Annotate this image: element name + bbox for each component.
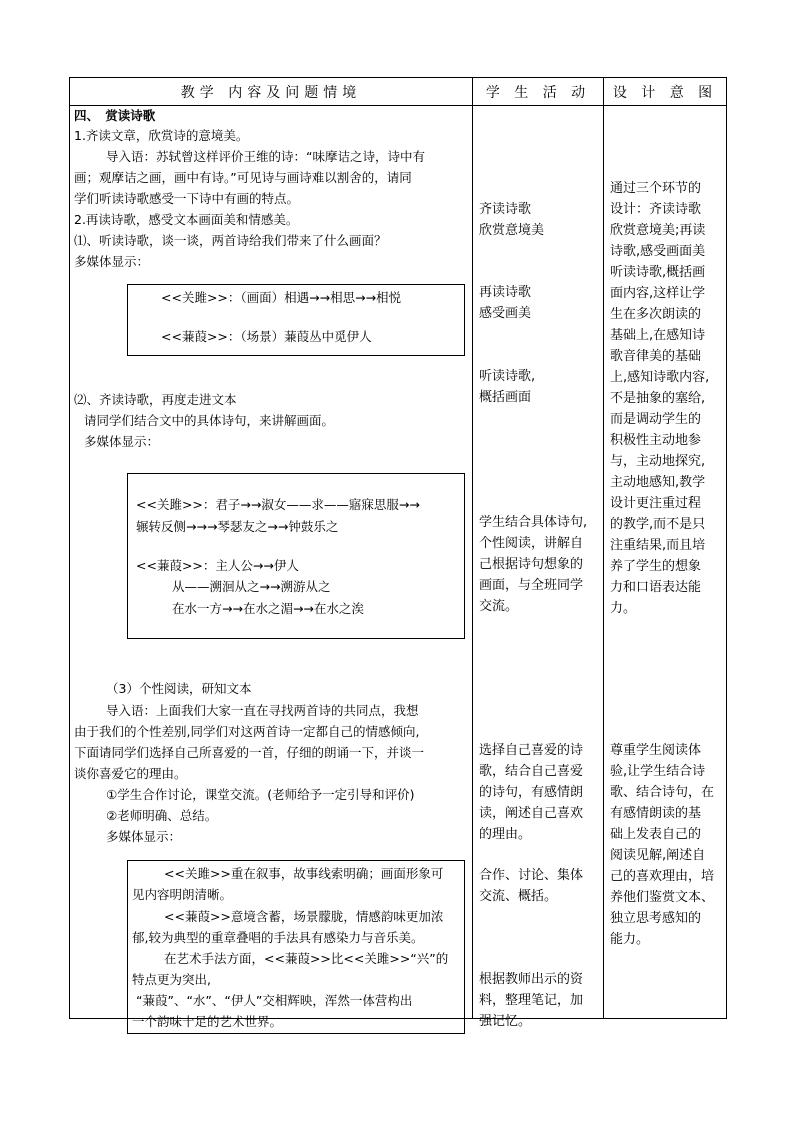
s2-question-1: ⑴、听读诗歌，谈一谈，两首诗给我们带来了什么画面？ <box>74 233 387 248</box>
activity-7-line-2: 料，整理笔记，加 <box>479 993 584 1008</box>
box3-line-3: <<蒹葭>>意境含蓄，场景朦胧，情感韵味更加浓 <box>164 909 444 924</box>
intent-2-line-5: 础上发表自己的 <box>610 827 702 842</box>
header-activity: 学 生 活 动 <box>473 78 604 106</box>
s3-title: （3）个性阅读，研知文本 <box>106 681 252 696</box>
activity-2-line-1: 再读诗歌 <box>479 285 532 300</box>
box2-line-2: 辗转反侧→→→琴瑟友之→→钟鼓乐之 <box>136 519 339 534</box>
activity-3-line-2: 概括画面 <box>479 390 532 405</box>
s2-multimedia-2: 多媒体显示： <box>84 434 160 449</box>
s3-step-1: ①学生合作讨论，课堂交流。(老师给予一定引导和评价) <box>106 787 415 802</box>
activity-4-line-5: 交流。 <box>479 599 519 614</box>
lesson-plan-table <box>69 77 727 1029</box>
activity-7-line-3: 强记忆。 <box>479 1014 532 1029</box>
s3-intro-2: 由于我们的个性差别,同学们对这两首诗一定都自己的情感倾向, <box>74 724 420 739</box>
intent-2-line-6: 阅读见解,阐述自 <box>610 848 706 863</box>
intent-2-line-7: 己的喜欢理由，培 <box>610 869 715 884</box>
intent-1-line-12: 而是调动学生的 <box>610 412 702 427</box>
activity-6-line-1: 合作、讨论、集体 <box>479 868 584 883</box>
activity-5-line-3: 的诗句，有感情朗 <box>479 785 584 800</box>
activity-5-line-2: 歌，结合自己喜爱 <box>479 764 584 779</box>
multimedia-box-2 <box>127 473 465 639</box>
s2-multimedia-1: 多媒体显示： <box>74 254 150 269</box>
s3-intro-1: 导入语：上面我们大家一直在寻找两首诗的共同点，我想 <box>106 703 419 718</box>
intent-1-line-8: 基础上,在感知诗 <box>610 328 706 343</box>
intent-1-line-9: 歌音律美的基础 <box>610 349 702 364</box>
box3-line-8: 一个韵味十足的艺术世界。 <box>132 1014 283 1029</box>
intent-1-line-14: 与，主动地探究, <box>610 454 706 469</box>
activity-4-line-4: 画面，与全班同学 <box>479 578 584 593</box>
section-title: 四、 赏读诗歌 <box>74 108 156 123</box>
box1-line-2: <<蒹葭>>：（场景）蒹葭丛中觅伊人 <box>161 329 372 344</box>
intent-1-line-18: 注重结果,而且培 <box>610 538 706 553</box>
box2-line-4: 从——溯洄从之→→溯游从之 <box>172 579 331 594</box>
s3-intro-4: 谈你喜爱它的理由。 <box>74 766 187 781</box>
box3-line-6: 特点更为突出, <box>132 972 211 987</box>
box2-line-1: <<关雎>>：君子→→淑女——求——寤寐思服→→ <box>136 497 420 512</box>
intent-1-line-13: 积极性主动地参 <box>610 433 702 448</box>
intent-2-line-2: 验,让学生结合诗 <box>610 764 706 779</box>
activity-5-line-1: 选择自己喜爱的诗 <box>479 743 584 758</box>
s1-intro-2: 画；观摩诘之画，画中有诗。”可见诗与画诗难以割舍的，请同 <box>74 170 412 185</box>
s2-question-2: ⑵、齐读诗歌，再度走进文本 <box>74 392 237 407</box>
intent-2-line-1: 尊重学生阅读体 <box>610 743 702 758</box>
intent-1-line-16: 设计更注重过程 <box>610 496 702 511</box>
s3-intro-3: 下面请同学们选择自己所喜爱的一首，仔细的朗诵一下，并谈一 <box>74 745 425 760</box>
box3-line-2: 见内容明朗清晰。 <box>132 887 233 902</box>
intent-1-line-3: 欣赏意境美;再读 <box>610 223 706 238</box>
intent-1-line-20: 力和口语表达能 <box>610 580 702 595</box>
activity-6-line-2: 交流、概括。 <box>479 889 558 904</box>
activity-7-line-1: 根据教师出示的资 <box>479 972 584 987</box>
box3-line-7: “蒹葭”、“水”、“伊人”交相辉映，浑然一体营构出 <box>136 993 413 1008</box>
intent-1-line-10: 上,感知诗歌内容, <box>610 370 710 385</box>
activity-1-line-1: 齐读诗歌 <box>479 202 532 217</box>
intent-1-line-5: 听读诗歌,概括画 <box>610 265 706 280</box>
s1-intro-1: 导入语：苏轼曾这样评价王维的诗：“味摩诘之诗，诗中有 <box>106 149 425 164</box>
intent-1-line-19: 养了学生的想象 <box>610 559 702 574</box>
intent-1-line-11: 不是抽象的塞给, <box>610 391 706 406</box>
box3-line-1: <<关雎>>重在叙事，故事线索明确；画面形象可 <box>164 866 444 881</box>
intent-2-line-3: 歌、结合诗句，在 <box>610 785 715 800</box>
box2-line-3: <<蒹葭>>：主人公→→伊人 <box>136 558 299 573</box>
intent-1-line-2: 设计：齐读诗歌 <box>610 202 702 217</box>
content-cell <box>70 106 473 1029</box>
body-row <box>70 106 727 1019</box>
multimedia-box-1 <box>127 284 465 356</box>
content-column <box>70 106 472 1029</box>
intent-1-line-6: 面内容,这样让学 <box>610 286 706 301</box>
activity-cell <box>473 106 604 1029</box>
s1-title: 1.齐读文章，欣赏诗的意境美。 <box>74 128 249 143</box>
box3-line-4: 郁,较为典型的重章叠唱的手法具有感染力与音乐美。 <box>132 930 424 945</box>
intent-cell <box>604 106 727 1019</box>
intent-1-line-1: 通过三个环节的 <box>610 181 702 196</box>
box2-line-5: 在水一方→→在水之湄→→在水之涘 <box>172 601 364 616</box>
activity-2-line-2: 感受画美 <box>479 306 532 321</box>
intent-2-line-10: 能力。 <box>610 932 650 947</box>
header-content: 教学 内容及问题情境 <box>70 78 473 106</box>
intent-1-line-4: 诗歌,感受画面美 <box>610 244 706 259</box>
intent-1-line-21: 力。 <box>610 601 637 616</box>
box3-line-5: 在艺术手法方面，<<蒹葭>>比<<关雎>>“兴”的 <box>164 951 449 966</box>
s2-title: 2.再读诗歌，感受文本画面美和情感美。 <box>74 212 299 227</box>
activity-1-line-2: 欣赏意境美 <box>479 223 545 238</box>
box1-line-1: <<关雎>>：（画面）相遇→→相思→→相悦 <box>161 290 402 305</box>
header-row <box>70 78 727 106</box>
activity-5-line-4: 读，阐述自己喜欢 <box>479 806 584 821</box>
s3-step-2: ②老师明确、总结。 <box>106 808 218 823</box>
activity-5-line-5: 的理由。 <box>479 827 532 842</box>
activity-4-line-2: 个性阅读，讲解自 <box>479 536 584 551</box>
s2-question-2-desc: 请同学们结合文中的具体诗句，来讲解画面。 <box>84 413 335 428</box>
activity-3-line-1: 听读诗歌, <box>479 369 536 384</box>
intent-2-line-4: 有感情朗读的基 <box>610 806 702 821</box>
activity-4-line-3: 己根据诗句想象的 <box>479 557 584 572</box>
s3-multimedia: 多媒体显示： <box>106 829 182 844</box>
intent-2-line-8: 养他们鉴赏文本、 <box>610 890 715 905</box>
s1-intro-3: 学们听读诗歌感受一下诗中有画的特点。 <box>74 191 300 206</box>
intent-column <box>604 106 726 1018</box>
intent-1-line-7: 生在多次朗读的 <box>610 307 702 322</box>
intent-1-line-15: 主动地感知,教学 <box>610 475 706 490</box>
intent-1-line-17: 的教学,而不是只 <box>610 517 706 532</box>
activity-4-line-1: 学生结合具体诗句, <box>479 515 588 530</box>
multimedia-box-3 <box>127 860 465 1034</box>
intent-2-line-9: 独立思考感知的 <box>610 911 702 926</box>
header-intent: 设 计 意 图 <box>604 78 727 106</box>
activity-column <box>473 106 603 1029</box>
